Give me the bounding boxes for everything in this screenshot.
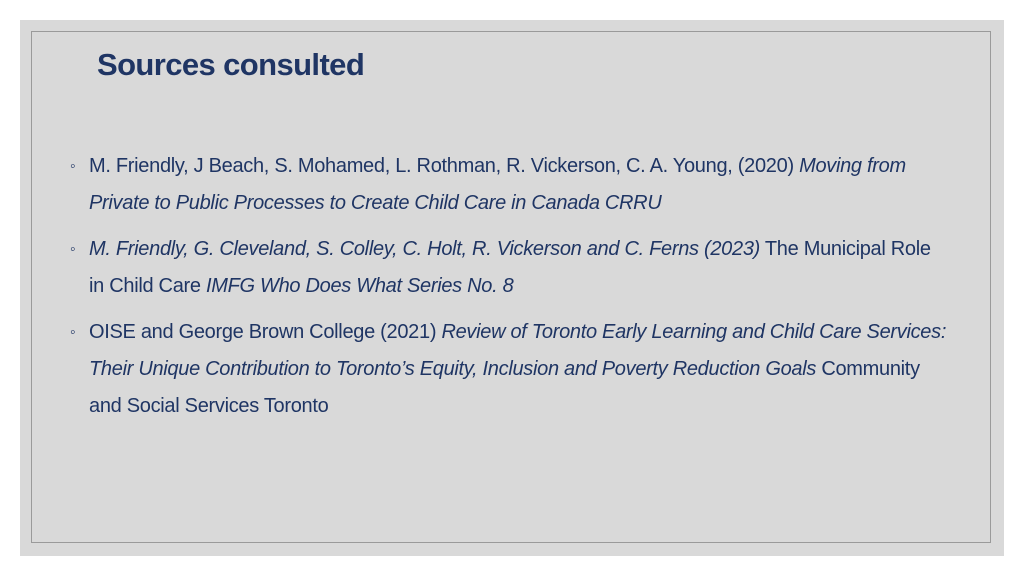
reference-publisher: Community and Social Services Toronto bbox=[89, 358, 920, 417]
reference-item bbox=[70, 148, 950, 222]
reference-title: The Municipal Role in Child Care bbox=[89, 238, 931, 297]
reference-authors-year: M. Friendly, J Beach, S. Mohamed, L. Rothman, R. Vickerson, C. A. Young, (2020) bbox=[89, 155, 800, 177]
references-list bbox=[70, 148, 950, 434]
reference-title: Moving from Private to Public Processes to Create Child Care in Canada CRRU bbox=[89, 155, 906, 214]
reference-authors-year: M. Friendly, G. Cleveland, S. Colley, C. Holt, R. Vickerson and C. Ferns (2023) bbox=[89, 238, 760, 260]
reference-title: Review of Toronto Early Learning and Child Care Services: Their Unique Contribution to Toronto’s Equity, Inclusion and Poverty Reduction Goals bbox=[89, 321, 947, 380]
reference-item bbox=[70, 231, 950, 305]
reference-authors-year: OISE and George Brown College (2021) bbox=[89, 321, 442, 343]
bullet-icon: ◦ bbox=[70, 324, 76, 341]
reference-item bbox=[70, 314, 950, 425]
slide-title: Sources consulted bbox=[97, 47, 365, 82]
bullet-icon: ◦ bbox=[70, 158, 76, 175]
reference-series: IMFG Who Does What Series No. 8 bbox=[205, 275, 514, 297]
slide bbox=[20, 20, 1004, 556]
bullet-icon: ◦ bbox=[70, 241, 76, 258]
